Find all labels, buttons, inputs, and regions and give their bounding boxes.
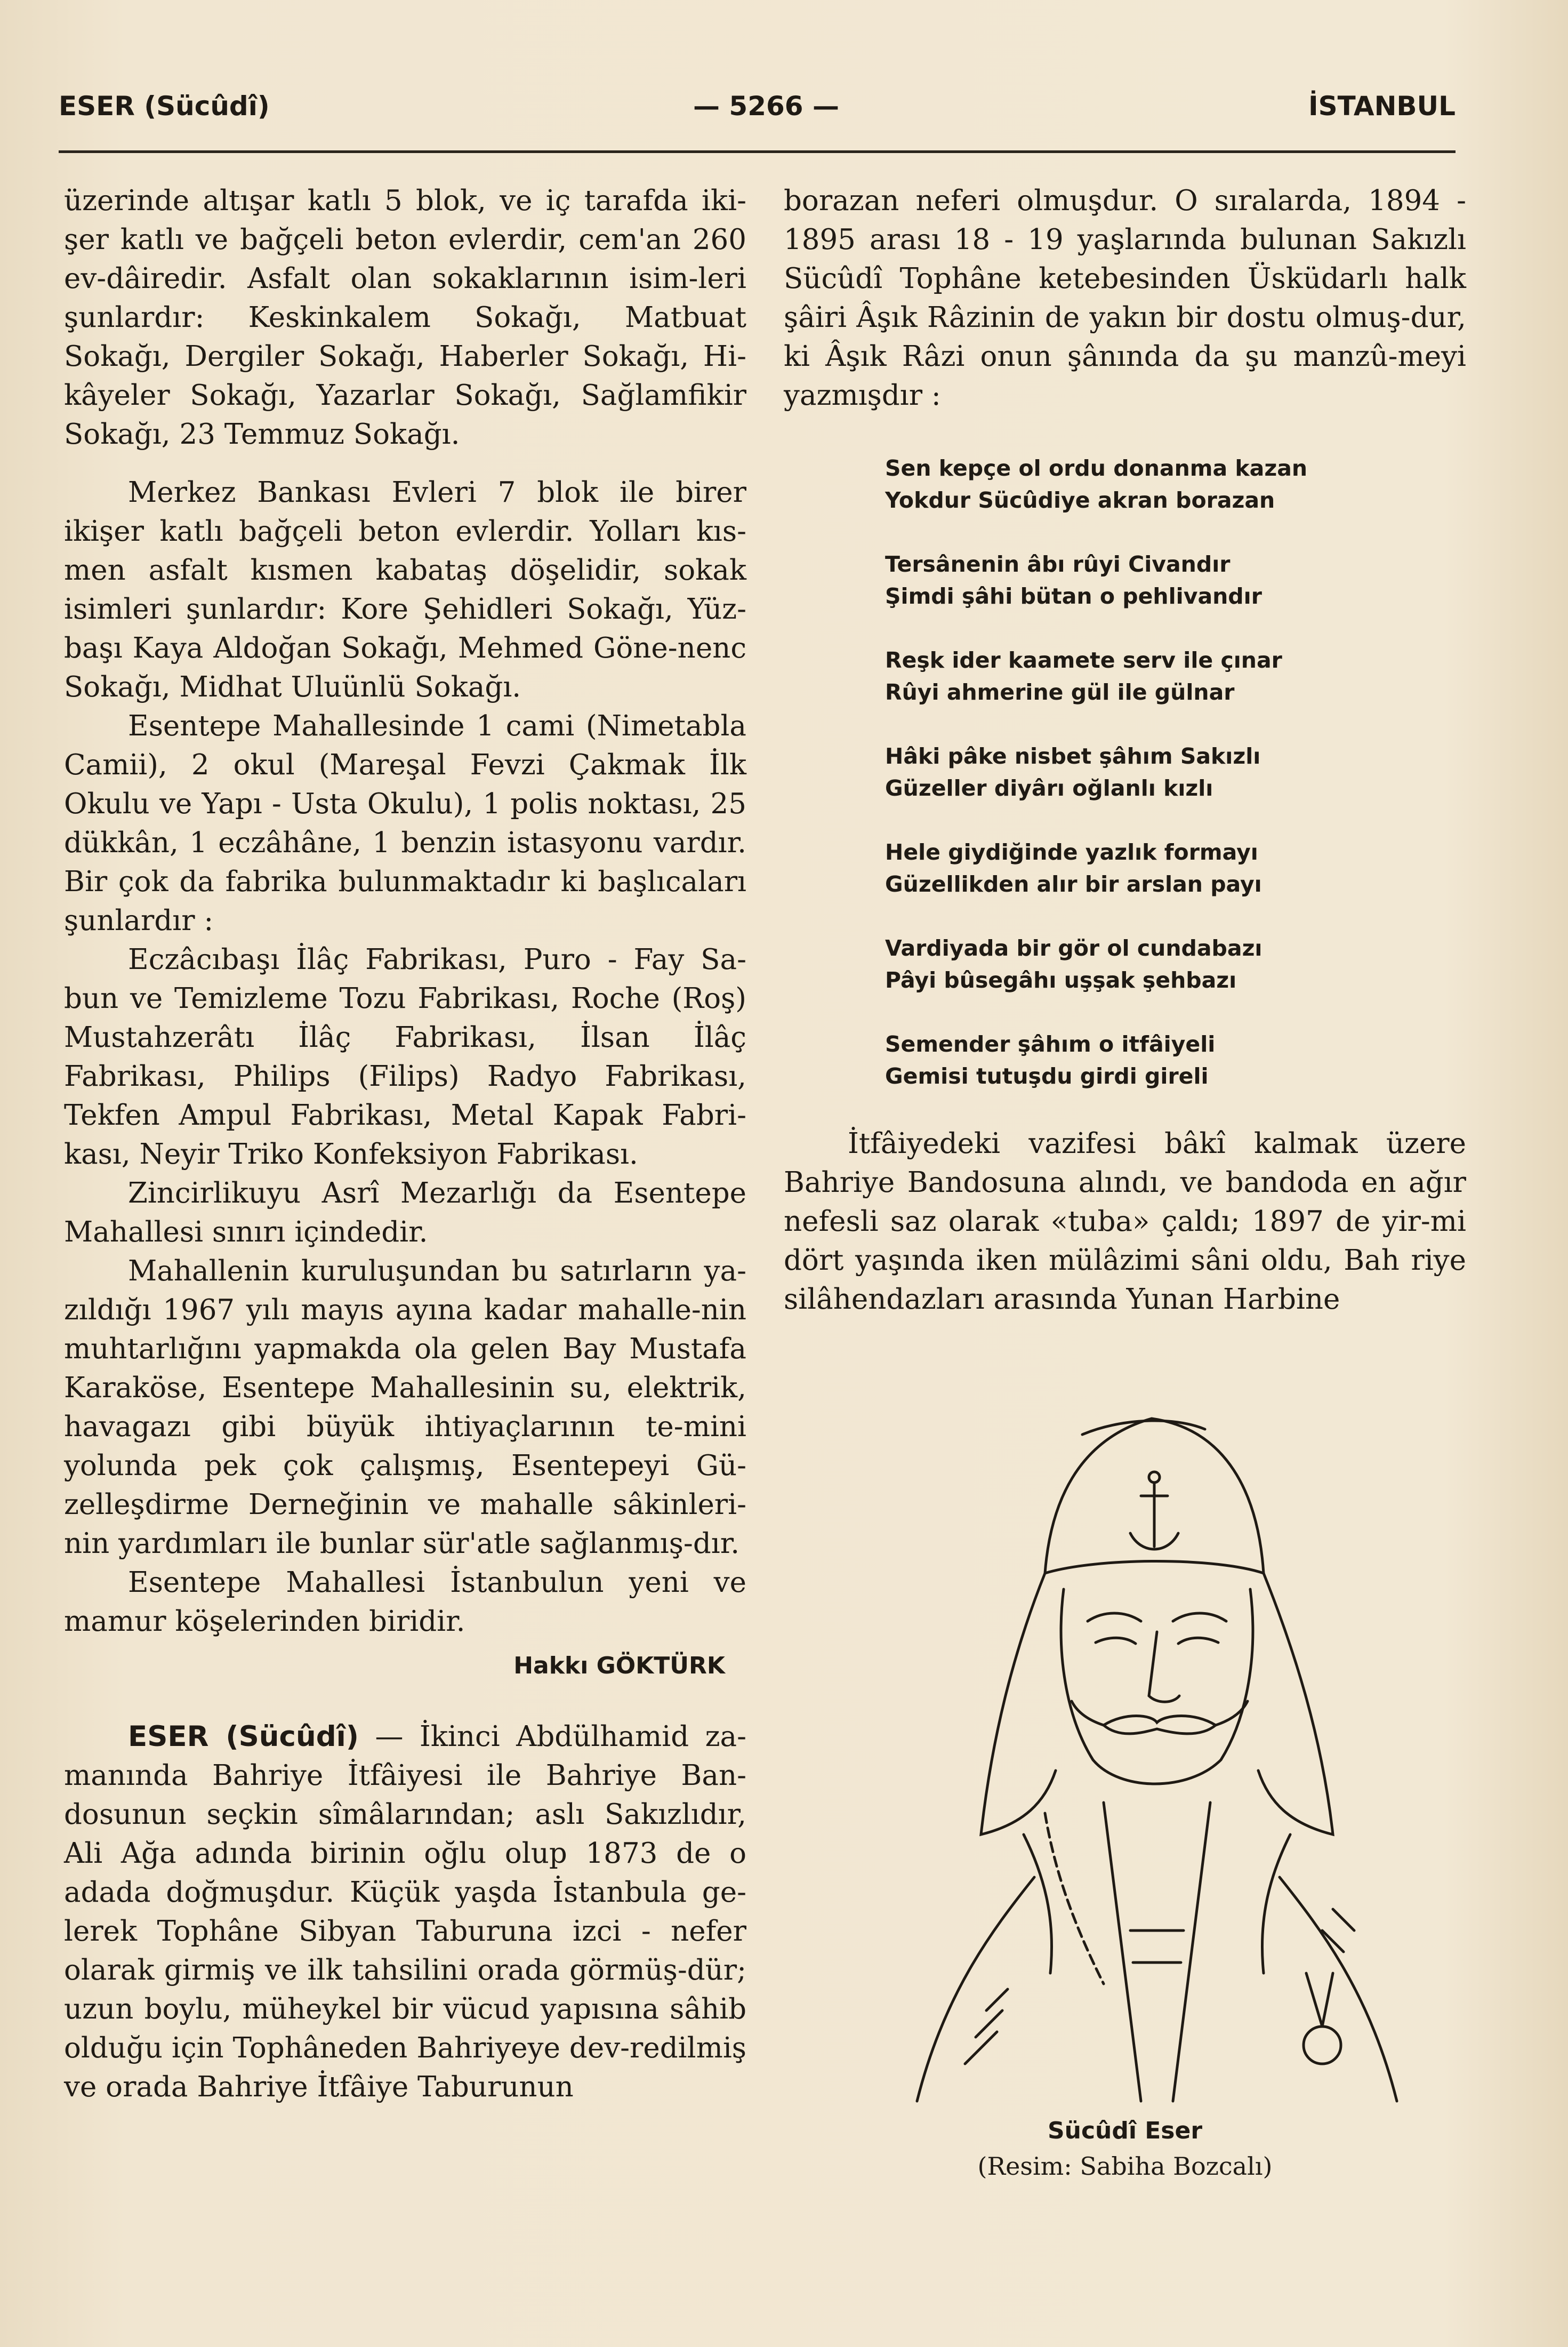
running-header [59, 91, 1456, 133]
poem-line: Sen kepçe ol ordu donanma kazan [885, 455, 1308, 481]
poem-stanza [885, 740, 1466, 804]
poem-line: Gemisi tutuşdu girdi gireli [885, 1063, 1209, 1089]
poem-line: Hele giydiğinde yazlık formayı [885, 839, 1258, 865]
poem-stanza [885, 452, 1466, 516]
paragraph: Esentepe Mahallesi İstanbulun yeni ve mamur köşelerinden biridir. [64, 1566, 746, 1638]
entry-text: — İkinci Abdülhamid za-manında Bahriye İtfâiyesi ile Bahriye Ban-dosunun seçkin sîmâlarından; aslı Sakızlıdır, Ali Ağa adında birinin oğlu olup 1873 de o adada doğmuşdur. Küçük yaşda İstanbula ge-lerek Tophâne Sibyan Taburuna izci - nefer olarak girmiş ve ilk tahsilini orada görmüş-dür; uzun boylu, müheykel bir vücud yapısına sâhib olduğu için Tophâneden Bahriyeye dev-redilmiş ve orada Bahriye İtfâiye Taburunun [64, 1720, 747, 2103]
paragraph: üzerinde altışar katlı 5 blok, ve iç tarafda iki-şer katlı ve bağçeli beton evlerdir, cem'an 260 ev-dâiredir. Asfalt olan sokaklarının isim-leri şunlardır: Keskinkalem Sokağı, Matbuat Sokağı, Dergiler Sokağı, Haberler Sokağı, Hi-kâyeler Sokağı, Yazarlar Sokağı, Sağlamfikir Sokağı, 23 Temmuz Sokağı. [64, 185, 746, 451]
poem-stanza [885, 836, 1466, 900]
paragraph: Mahallenin kuruluşundan bu satırların ya-zıldığı 1967 yılı mayıs ayına kadar mahalle-nin muhtarlığını yapmakda ola gelen Bay Mustafa Karaköse, Esentepe Mahallesinin su, elektrik, havagazı gibi büyük ihtiyaçlarının te-mini yolunda pek çok çalışmış, Esentepeyi Gü-zelleşdirme Derneğinin ve mahalle sâkinleri-nin yardımları ile bunlar sür'atle sağlanmış-dır. [64, 1255, 746, 1560]
paragraph: borazan neferi olmuşdur. O sıralarda, 1894 - 1895 arası 18 - 19 yaşlarında bulunan Sakızlı Sücûdî Tophâne ketebesinden Üsküdarlı halk şâiri Âşık Râzinin de yakın bir dostu olmuş-dur, ki Âşık Râzi onun şânında da şu manzû-meyi yazmışdır : [784, 185, 1466, 412]
poem-line: Reşk ider kaamete serv ile çınar [885, 647, 1282, 673]
page-number: — 5266 — [693, 91, 839, 122]
poem-line: Pâyi bûsegâhı uşşak şehbazı [885, 967, 1237, 993]
entry-paragraph [64, 1717, 746, 2106]
header-volume-title: İSTANBUL [1308, 91, 1456, 122]
header-entry-name: ESER (Sücûdî) [59, 91, 270, 122]
header-rule [59, 150, 1456, 153]
poem-line: Vardiyada bir gör ol cundabazı [885, 935, 1263, 961]
poem-stanza [885, 932, 1466, 996]
poem-stanza [885, 1028, 1466, 1092]
poem-line: Semender şâhım o itfâiyeli [885, 1031, 1216, 1057]
poem-stanza [885, 548, 1466, 612]
figure-caption-credit: (Resim: Sabiha Bozcalı) [977, 2152, 1273, 2181]
left-column [64, 181, 746, 2106]
paragraph: Eczâcıbaşı İlâç Fabrikası, Puro - Fay Sa-bun ve Temizleme Tozu Fabrikası, Roche (Roş) Mustahzerâtı İlâç Fabrikası, İlsan İlâç Fabrikası, Philips (Filips) Radyo Fabrikası, Tekfen Ampul Fabrikası, Metal Kapak Fabri-kası, Neyir Triko Konfeksiyon Fabrikası. [64, 943, 746, 1171]
portrait-illustration [853, 1397, 1429, 2106]
poem-line: Tersânenin âbı rûyi Civandır [885, 551, 1231, 577]
poem-line: Güzellikden alır bir arslan payı [885, 871, 1262, 897]
author-signature: Hakkı GÖKTÜRK [513, 1652, 725, 1679]
poem-line: Yokdur Sücûdiye akran borazan [885, 487, 1275, 513]
poem-stanza [885, 644, 1466, 708]
paragraph: İtfâiyedeki vazifesi bâkî kalmak üzere Bahriye Bandosuna alındı, ve bandoda en ağır nefesli saz olarak «tuba» çaldı; 1897 de yir-mi dört yaşında iken mülâzimi sâni oldu, Bah riye silâhendazları arasında Yunan Harbine [784, 1127, 1466, 1316]
paragraph: Zincirlikuyu Asrî Mezarlığı da Esentepe Mahallesi sınırı içindedir. [64, 1177, 746, 1248]
paragraph: Esentepe Mahallesinde 1 cami (Nimetabla Camii), 2 okul (Mareşal Fevzi Çakmak İlk Okulu ve Yapı - Usta Okulu), 1 polis noktası, 25 dükkân, 1 eczâhâne, 1 benzin istasyonu vardır. Bir çok da fabrika bulunmaktadır ki başlıcaları şunlardır : [64, 710, 746, 937]
poem-line: Rûyi ahmerine gül ile gülnar [885, 679, 1235, 705]
poem-line: Şimdi şâhi bütan o pehlivandır [885, 583, 1262, 609]
poem-line: Hâki pâke nisbet şâhım Sakızlı [885, 743, 1261, 769]
paragraph: Merkez Bankası Evleri 7 blok ile birer ikişer katlı bağçeli beton evlerdir. Yolları kıs-men asfalt kısmen kabataş döşelidir, sokak isimleri şunlardır: Kore Şehidleri Sokağı, Yüz-başı Kaya Aldoğan Sokağı, Mehmed Göne-nenc Sokağı, Midhat Uluünlü Sokağı. [64, 476, 746, 703]
poem-line: Güzeller diyârı oğlanlı kızlı [885, 775, 1213, 801]
entry-headword: ESER (Sücûdî) [128, 1720, 359, 1753]
right-column [784, 181, 1466, 1319]
poem [885, 452, 1466, 1092]
figure-caption-name: Sücûdî Eser [1047, 2117, 1203, 2144]
